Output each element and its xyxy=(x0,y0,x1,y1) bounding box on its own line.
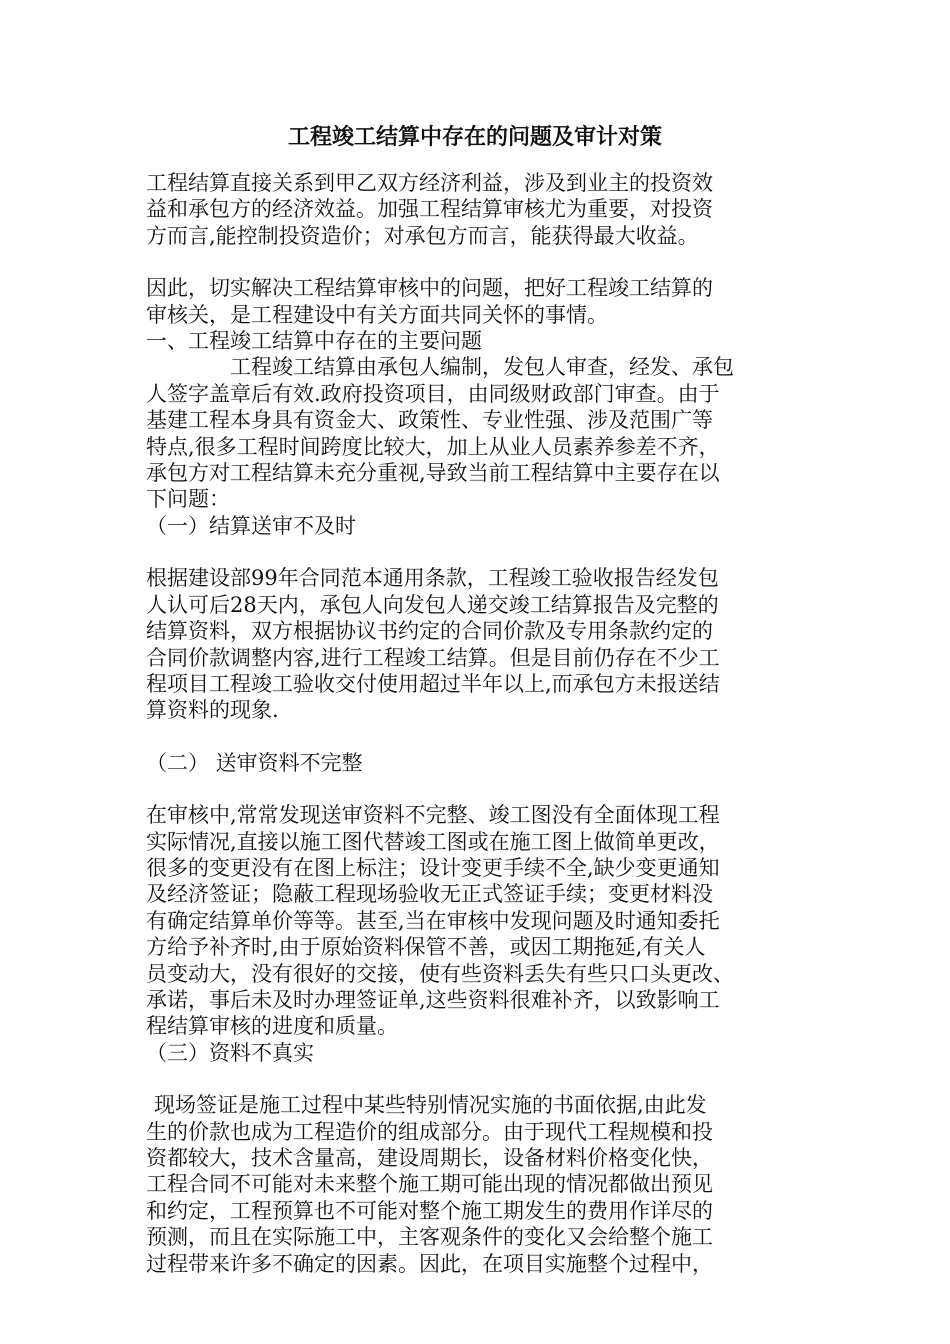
text-line: 生的价款也成为工程造价的组成部分。由于现代工程规模和投 xyxy=(146,1119,713,1144)
document-body xyxy=(146,170,808,1277)
text-line: 合同价款调整内容,进行工程竣工结算。但是目前仍存在不少工 xyxy=(146,645,720,670)
paragraph-subsection-3 xyxy=(146,1092,808,1277)
text-line: 承诺，事后未及时办理签证单,这些资料很难补齐，以致影响工 xyxy=(146,987,720,1012)
text-line: 下问题： xyxy=(146,487,230,512)
text-line: 员变动大，没有很好的交接，使有些资料丢失有些只口头更改、 xyxy=(146,961,734,986)
text-line: 算资料的现象. xyxy=(146,698,279,723)
subsection-heading: （二） 送审资料不完整 xyxy=(146,750,363,775)
paragraph-intro xyxy=(146,170,808,249)
paragraph-subsection-1 xyxy=(146,565,808,723)
text-line: 方而言,能控制投资造价；对承包方而言，能获得最大收益。 xyxy=(146,223,699,248)
text-line: 结算资料，双方根据协议书约定的合同价款及专用条款约定的 xyxy=(146,619,713,644)
subsection-heading: （一）结算送审不及时 xyxy=(146,513,356,538)
text-line: 实际情况,直接以施工图代替竣工图或在施工图上做简单更改， xyxy=(146,829,720,854)
text-line: 人认可后28天内，承包人向发包人递交竣工结算报告及完整的 xyxy=(146,592,719,617)
text-line: 工程合同不可能对未来整个施工期可能出现的情况都做出预见 xyxy=(146,1172,713,1197)
text-line: 有确定结算单价等等。甚至,当在审核中发现问题及时通知委托 xyxy=(146,908,720,933)
text-line: 现场签证是施工过程中某些特别情况实施的书面依据,由此发 xyxy=(154,1093,707,1118)
text-line: 人签字盖章后有效.政府投资项目，由同级财政部门审查。由于 xyxy=(146,381,720,406)
text-line: 很多的变更没有在图上标注；设计变更手续不全,缺少变更通知 xyxy=(146,855,720,880)
section-heading: 一、工程竣工结算中存在的主要问题 xyxy=(146,329,482,354)
paragraph-subsection-2 xyxy=(146,802,808,1040)
text-line: 在审核中,常常发现送审资料不完整、竣工图没有全面体现工程 xyxy=(146,803,720,828)
text-line: 工程结算直接关系到甲乙双方经济利益，涉及到业主的投资效 xyxy=(146,171,713,195)
text-line: 预测，而且在实际施工中，主客观条件的变化又会给整个施工 xyxy=(146,1225,713,1250)
text-line: 基建工程本身具有资金大、政策性、专业性强、涉及范围广等 xyxy=(146,408,713,433)
paragraph-therefore xyxy=(146,275,808,328)
text-line: 及经济签证；隐蔽工程现场验收无正式签证手续；变更材料没 xyxy=(146,882,713,907)
text-line: 和约定，工程预算也不可能对整个施工期发生的费用作详尽的 xyxy=(146,1198,713,1223)
text-line: 根据建设部99年合同范本通用条款，工程竣工验收报告经发包 xyxy=(146,566,719,591)
text-line: 特点,很多工程时间跨度比较大，加上从业人员素养参差不齐， xyxy=(146,434,720,459)
text-line: 审核关，是工程建设中有关方面共同关怀的事情。 xyxy=(146,302,608,327)
text-line: 过程带来许多不确定的因素。因此，在项目实施整个过程中， xyxy=(146,1251,713,1276)
subsection-heading: （三）资料不真实 xyxy=(146,1040,314,1065)
text-line: 工程竣工结算由承包人编制，发包人审查，经发、承包 xyxy=(230,355,734,380)
paragraph-section-1 xyxy=(146,354,808,512)
page-title: 工程竣工结算中存在的问题及审计对策 xyxy=(287,124,662,150)
text-line: 程项目工程竣工验收交付使用超过半年以上,而承包方未报送结 xyxy=(146,671,720,696)
text-line: 方给予补齐时,由于原始资料保管不善，或因工期拖延,有关人 xyxy=(146,935,706,960)
text-line: 益和承包方的经济效益。加强工程结算审核尤为重要，对投资 xyxy=(146,197,713,222)
text-line: 程结算审核的进度和质量。 xyxy=(146,1014,398,1039)
text-line: 因此，切实解决工程结算审核中的问题，把好工程竣工结算的 xyxy=(146,276,713,301)
text-line: 资都较大，技术含量高，建设周期长，设备材料价格变化快， xyxy=(146,1146,713,1170)
text-line: 承包方对工程结算未充分重视,导致当前工程结算中主要存在以 xyxy=(146,461,720,486)
